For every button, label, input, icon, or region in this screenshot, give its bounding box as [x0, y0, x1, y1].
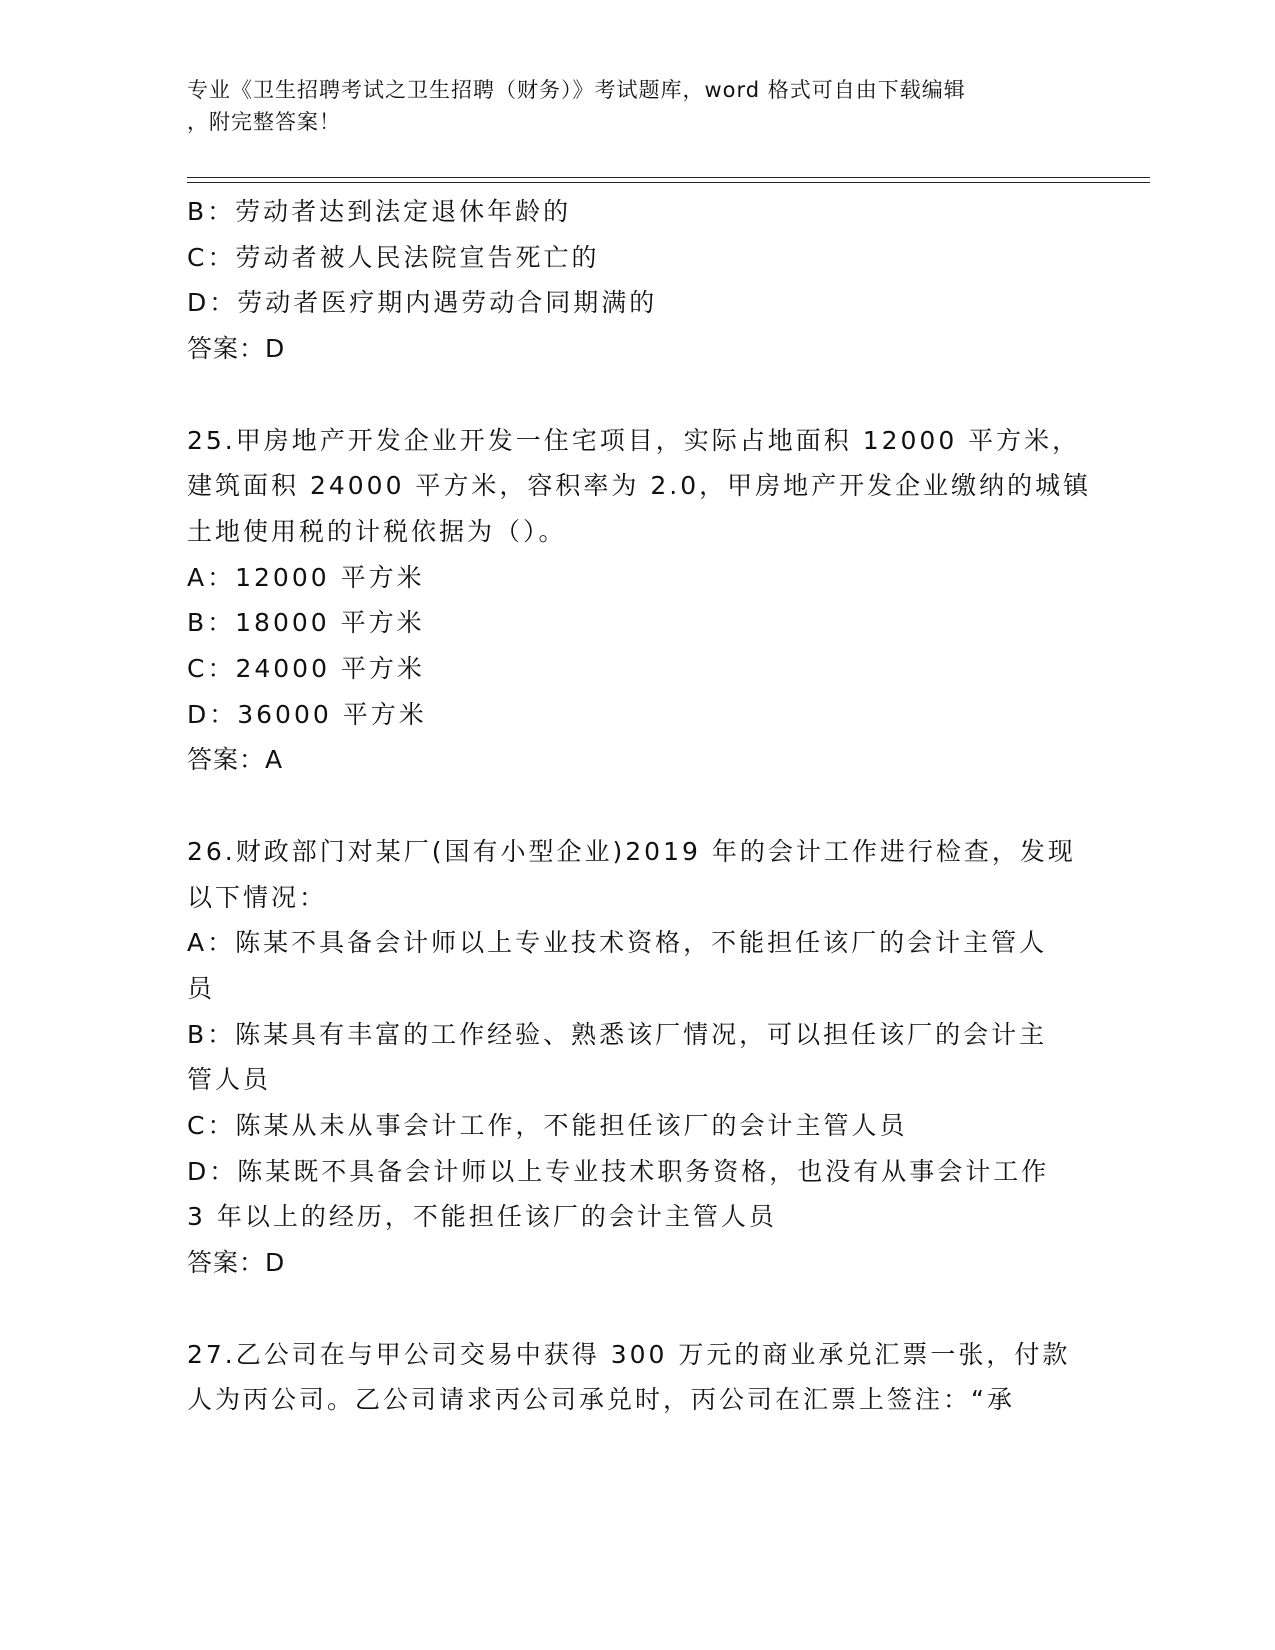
answer-line: 答案：D	[187, 334, 286, 364]
question-25	[187, 418, 1092, 784]
answer-line: 答案：D	[187, 1248, 286, 1278]
option-c: C：24000 平方米	[187, 654, 425, 684]
option-c: C：陈某从未从事会计工作，不能担任该厂的会计主管人员	[187, 1111, 908, 1141]
spacer	[187, 1286, 1087, 1332]
option-b-continued: 管人员	[187, 1065, 272, 1095]
option-d: D：陈某既不具备会计师以上专业技术职务资格，也没有从事会计工作	[187, 1156, 1050, 1186]
question-content	[187, 189, 1092, 1423]
option-b: B：陈某具有丰富的工作经验、熟悉该厂情况，可以担任该厂的会计主	[187, 1019, 1048, 1049]
answer-line: 答案：A	[187, 745, 284, 775]
question-stem: 27.乙公司在与甲公司交易中获得 300 万元的商业承兑汇票一张，付款	[187, 1339, 1071, 1369]
question-26	[187, 829, 1087, 1286]
option-a: A：陈某不具备会计师以上专业技术资格，不能担任该厂的会计主管人	[187, 928, 1048, 958]
header-double-rule	[187, 177, 1150, 183]
option-a-continued: 员	[187, 973, 216, 1003]
option-a: A：12000 平方米	[187, 562, 425, 592]
question-stem: 26.财政部门对某厂(国有小型企业)2019 年的会计工作进行检查，发现	[187, 836, 1076, 866]
question-stem: 人为丙公司。乙公司请求丙公司承兑时，丙公司在汇票上签注：“承	[187, 1385, 1015, 1415]
question-stem: 建筑面积 24000 平方米，容积率为 2.0，甲房地产开发企业缴纳的城镇	[187, 471, 1092, 501]
spacer	[187, 783, 1087, 829]
option-b: B：18000 平方米	[187, 608, 425, 638]
option-d: D：劳动者医疗期内遇劳动合同期满的	[187, 288, 658, 318]
question-stem: 土地使用税的计税依据为（）。	[187, 516, 567, 546]
question-stem: 以下情况：	[187, 882, 328, 912]
option-d: D：36000 平方米	[187, 699, 427, 729]
spacer	[187, 372, 1087, 418]
header-line-2: ，附完整答案！	[187, 110, 341, 134]
document-header	[187, 74, 1077, 138]
option-b: B：劳动者达到法定退休年龄的	[187, 197, 572, 226]
question-24	[187, 189, 1087, 372]
option-d-continued: 3 年以上的经历，不能担任该厂的会计主管人员	[187, 1202, 777, 1232]
header-line-1: 专业《卫生招聘考试之卫生招聘（财务）》考试题库，word 格式可自由下载编辑	[187, 78, 966, 102]
option-c: C：劳动者被人民法院宣告死亡的	[187, 242, 600, 272]
question-stem: 25.甲房地产开发企业开发一住宅项目，实际占地面积 12000 平方米，	[187, 425, 1081, 455]
question-27	[187, 1332, 1087, 1423]
